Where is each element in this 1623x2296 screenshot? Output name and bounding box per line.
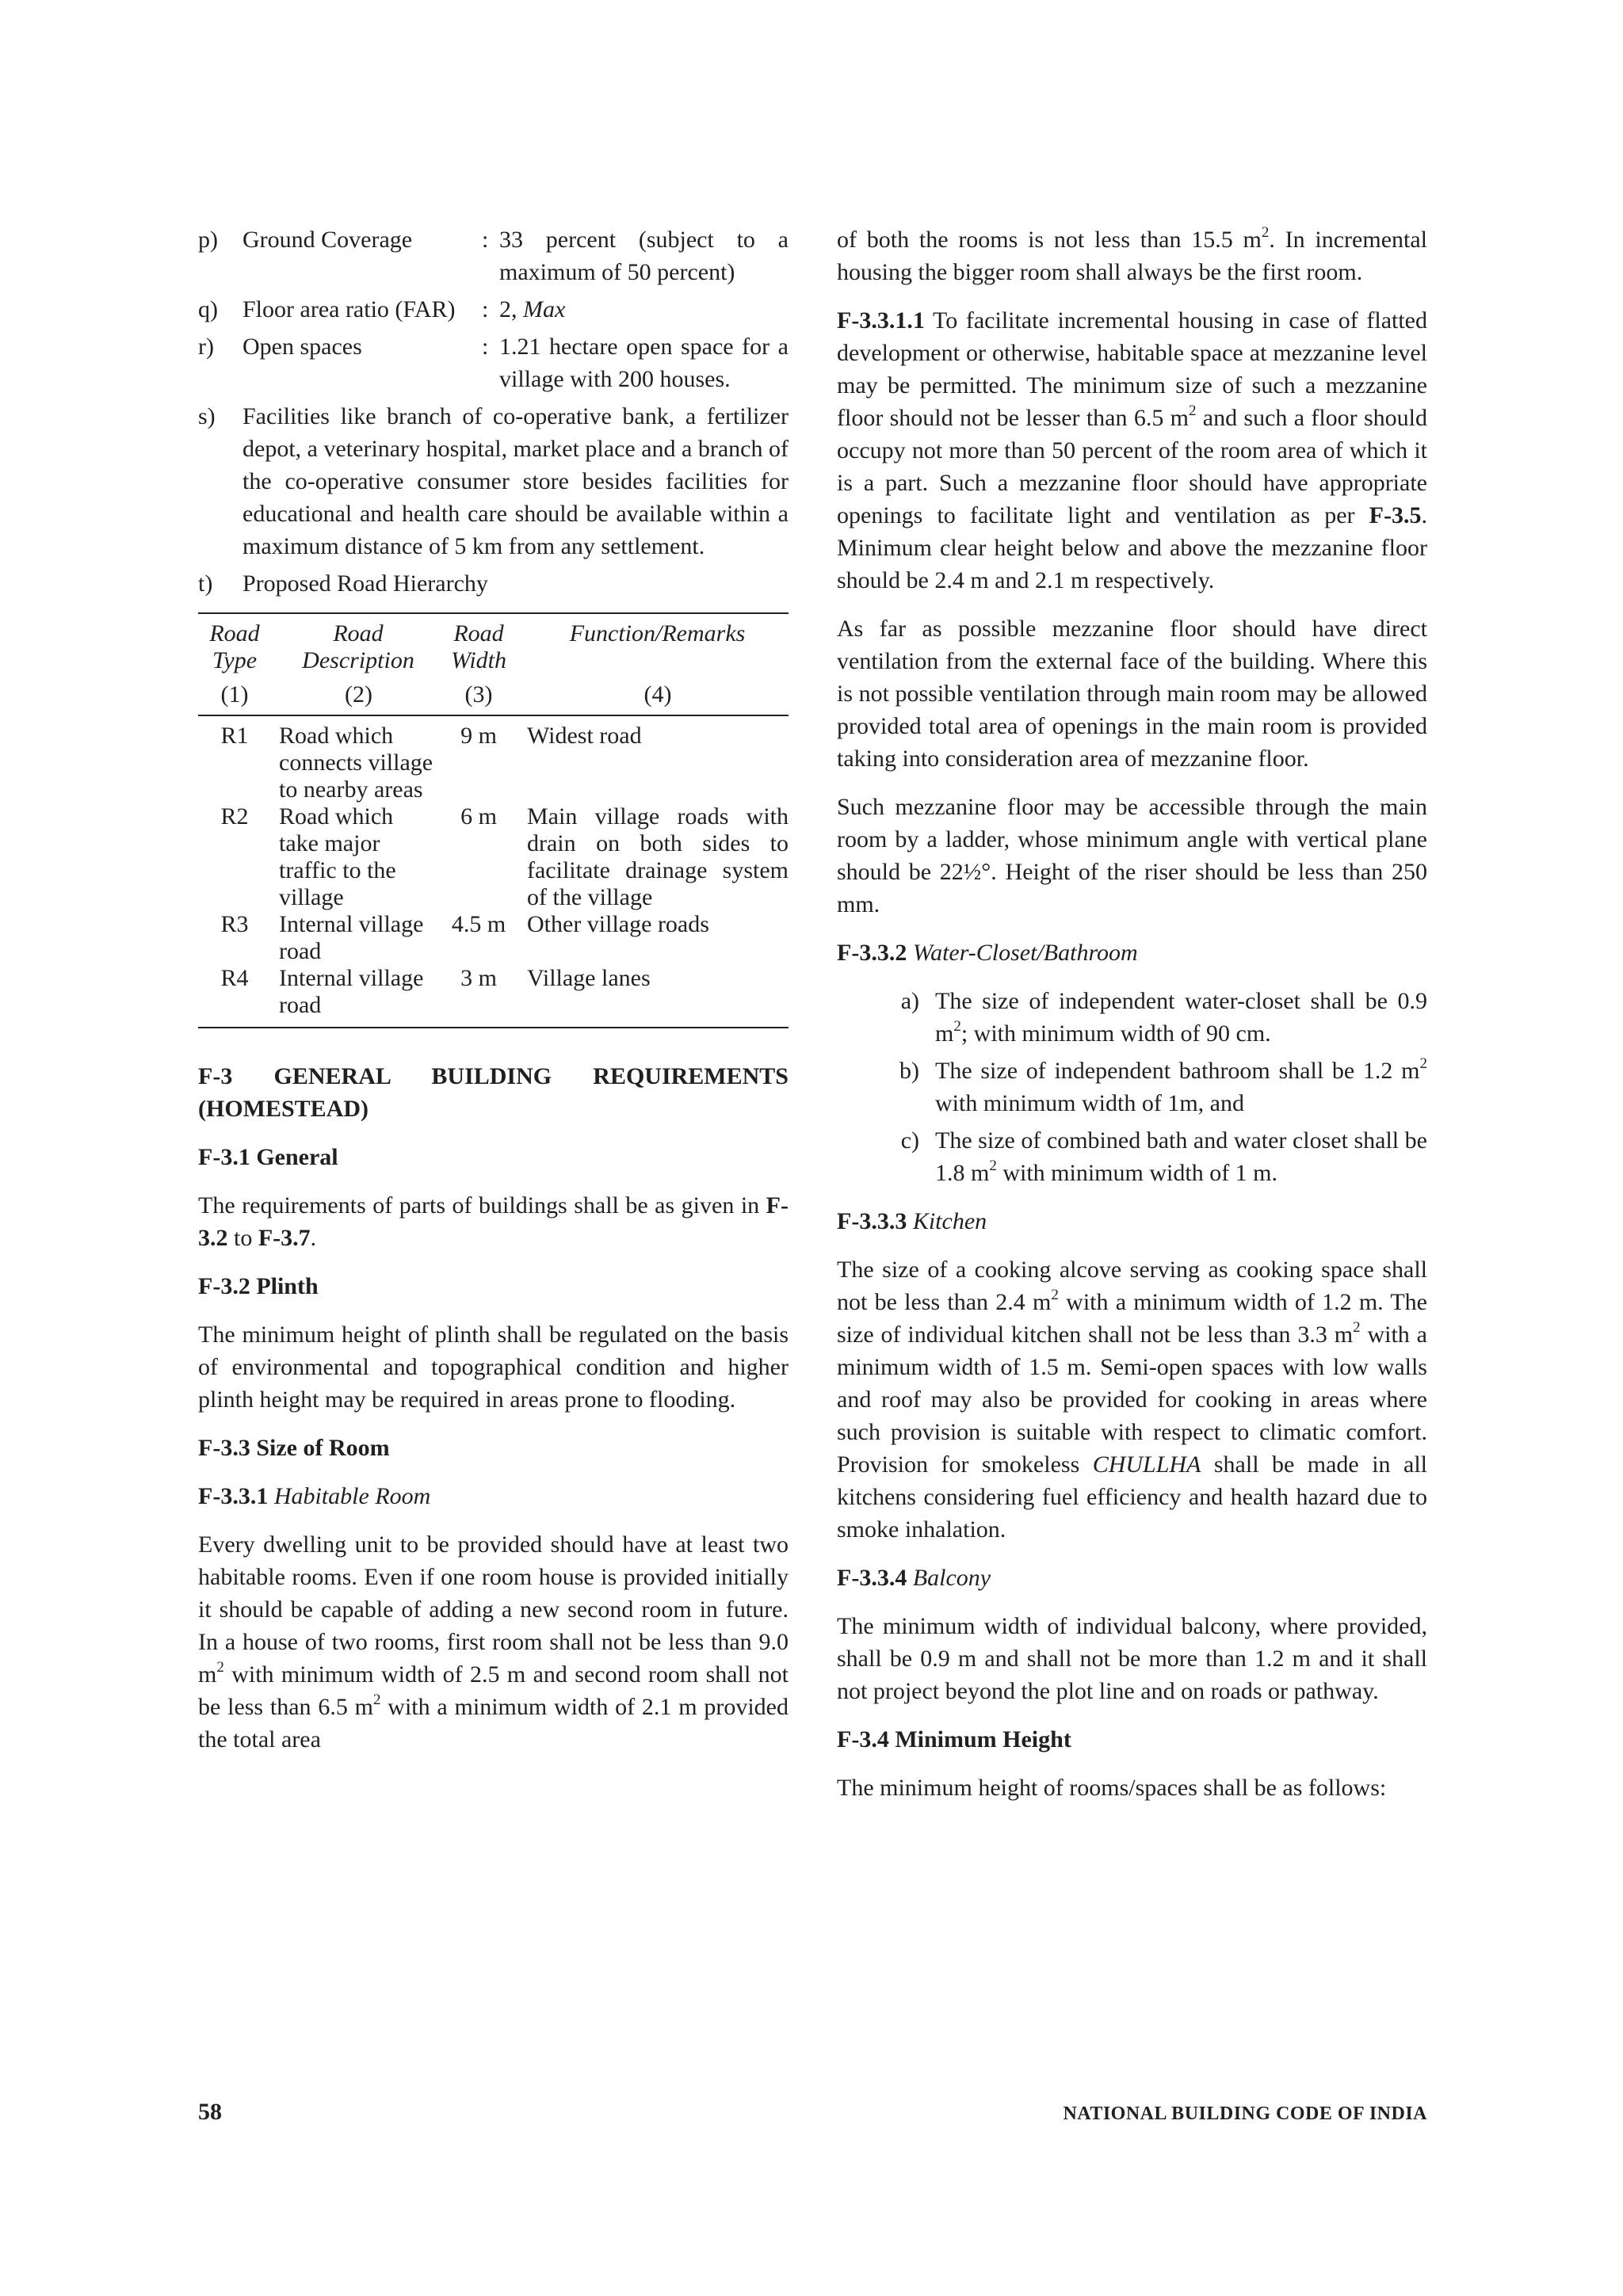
cell-road-type: R3	[220, 911, 249, 937]
subsection-heading-f333	[837, 1205, 1427, 1238]
header-road-description: Road Description	[271, 613, 438, 675]
subsection-heading-f331	[198, 1480, 789, 1512]
colon: :	[482, 227, 489, 253]
text-run: To facilitate incremental housing in case of flatted development or otherwise, habitable space at mezzanine level may be permitted. The minimum size of such a mezzanine floor should not be lesser than 6.5 m	[837, 307, 1427, 431]
cell-road-width: 3 m	[438, 965, 519, 1028]
text-run: . Minimum clear height below and above the mezzanine floor should be 2.4 m and 2.1 m respectively.	[837, 502, 1427, 593]
cell-road-type: R4	[198, 965, 271, 1028]
road-hierarchy-table	[198, 612, 789, 1028]
text-run: The size of combined bath and water closet shall be 1.8 m	[935, 1127, 1427, 1186]
paragraph-f331	[198, 1528, 789, 1756]
superscript: 2	[216, 1659, 224, 1676]
list-item	[198, 567, 789, 600]
cell-road-description: Road which take major traffic to the village	[279, 803, 396, 910]
paragraph-continuation	[837, 223, 1427, 288]
superscript: 2	[372, 1691, 381, 1708]
running-footer-title: NATIONAL BUILDING CODE OF INDIA	[1063, 2103, 1427, 2124]
clause-number: F-3.3.4	[837, 1565, 907, 1591]
italic-term: CHULLHA	[1092, 1451, 1201, 1478]
superscript: 2	[1188, 402, 1197, 419]
left-column	[198, 223, 789, 1772]
table-header-row	[198, 613, 789, 675]
superscript: 2	[1051, 1287, 1059, 1303]
column-number: (1)	[198, 675, 271, 715]
superscript: 2	[1419, 1055, 1427, 1072]
section-heading-f32: F-3.2 Plinth	[198, 1273, 319, 1299]
item-label: q)	[198, 296, 218, 322]
item-text	[935, 1055, 1427, 1119]
subsection-heading-f334	[837, 1562, 1427, 1594]
colon: :	[482, 296, 489, 322]
value-text: 2,	[499, 296, 523, 322]
cell-function-remarks: Village lanes	[519, 965, 789, 1028]
clause-title: Habitable Room	[273, 1483, 431, 1509]
list-item	[198, 223, 789, 288]
text-run: .	[310, 1225, 317, 1251]
column-number: (2)	[271, 675, 438, 715]
text-run: with minimum width of 2.5 m and second room shall not be less than 6.5 m	[198, 1661, 789, 1720]
text-run: to	[227, 1225, 258, 1251]
clause-number: F-3.3.1.1	[837, 307, 925, 334]
column-number: (3)	[438, 675, 519, 715]
column-number: (4)	[519, 675, 789, 715]
list-item	[837, 985, 1427, 1050]
cell-road-width: 9 m	[460, 723, 497, 749]
ref-link: F-3.7	[258, 1225, 311, 1251]
item-label: t)	[198, 570, 213, 597]
clause-title: Water-Closet/Bathroom	[912, 940, 1138, 966]
ref-link: F-3.2	[198, 1192, 789, 1251]
text-run: with minimum width of 1m, and	[935, 1090, 1244, 1116]
header-road-width: Road Width	[438, 613, 519, 675]
cell-function-remarks: Main village roads with drain on both sides to facilitate drainage system of the village	[527, 803, 789, 910]
text-run: shall be made in all kitchens considering fuel efficiency and health hazard due to smoke inhalation.	[837, 1451, 1427, 1543]
item-value: 33 percent (subject to a maximum of 50 percent)	[499, 227, 789, 285]
text-run: The requirements of parts of buildings shall be as given in	[198, 1192, 766, 1219]
cell-road-description: Internal village road	[271, 965, 438, 1028]
paragraph-f3311	[837, 304, 1427, 597]
superscript: 2	[1261, 224, 1270, 241]
text-run: . In incremental housing the bigger room shall always be the first room.	[837, 227, 1427, 285]
text-run: The size of independent water-closet shall be 0.9 m	[935, 988, 1427, 1047]
header-function-remarks: Function/Remarks	[519, 613, 789, 675]
item-label: c)	[900, 1127, 919, 1154]
section-heading-f34: F-3.4 Minimum Height	[837, 1726, 1071, 1753]
ref-link: F-3.5	[1369, 502, 1422, 528]
paragraph-f31	[198, 1189, 789, 1254]
page-number: 58	[198, 2099, 222, 2125]
paragraph-f333	[837, 1253, 1427, 1546]
text-run: ; with minimum width of 90 cm.	[960, 1020, 1271, 1047]
paragraph-f34: The minimum height of rooms/spaces shall be as follows:	[837, 1775, 1387, 1801]
cell-function-remarks: Widest road	[527, 723, 642, 749]
cell-function-remarks: Other village roads	[527, 911, 709, 937]
paragraph-mezzanine-ventilation: As far as possible mezzanine floor should have direct ventilation from the external face of the building. Where this is not possible ventilation through main room may be allowed provided total area of openings in the main room is provided taking into consideration area of mezzanine floor.	[837, 616, 1427, 772]
item-key: Floor area ratio (FAR)	[242, 296, 456, 322]
header-road-type: Road Type	[198, 613, 271, 675]
item-text	[935, 1124, 1427, 1189]
clause-number: F-3.3.2	[837, 940, 907, 966]
cell-road-width: 6 m	[460, 803, 497, 830]
item-text	[935, 985, 1427, 1050]
paragraph-f334: The minimum width of individual balcony, where provided, shall be 0.9 m and shall not be more than 1.2 m and it shall not project beyond the plot line and on roads or pathway.	[837, 1613, 1427, 1704]
colon: :	[482, 334, 489, 360]
clause-number: F-3.3.1	[198, 1483, 269, 1509]
clause-title: Kitchen	[912, 1208, 987, 1234]
cell-road-width: 4.5 m	[451, 911, 506, 937]
list-item	[837, 1124, 1427, 1189]
cell-road-type: R2	[220, 803, 249, 830]
item-label: s)	[198, 403, 216, 429]
cell-road-type: R1	[220, 723, 249, 749]
item-value	[499, 293, 789, 326]
subsection-heading-f332	[837, 936, 1427, 969]
section-heading-f31: F-3.1 General	[198, 1144, 338, 1170]
text-run: with a minimum width of 1.5 m. Semi-open spaces with low walls and roof may also be provided for cooking in areas where such provision is suitable with respect to climatic comfort. Provision for smokeless	[837, 1322, 1427, 1478]
table-row	[198, 715, 789, 803]
superscript: 2	[953, 1018, 961, 1035]
list-item	[198, 293, 789, 326]
item-key: Ground Coverage	[242, 227, 413, 253]
item-label: b)	[899, 1058, 919, 1084]
text-run: of both the rooms is not less than 15.5 m	[837, 227, 1262, 253]
item-value: 1.21 hectare open space for a village with 200 houses.	[499, 334, 789, 392]
item-label: a)	[900, 988, 919, 1014]
cell-road-description: Road which connects village to nearby areas	[279, 723, 433, 803]
item-label: r)	[198, 334, 214, 360]
clause-number: F-3.3.3	[837, 1208, 907, 1234]
text-run: and such a floor should occupy not more than 50 percent of the room area of which it is a part. Such a mezzanine floor should have appropriate openings to facilitate light and ventilation as per	[837, 405, 1427, 528]
text-run: The size of a cooking alcove serving as cooking space shall not be less than 2.4 m	[837, 1257, 1427, 1315]
table-row	[198, 965, 789, 1028]
table-row	[198, 803, 789, 911]
paragraph-mezzanine-access: Such mezzanine floor may be accessible through the main room by a ladder, whose minimum angle with vertical plane should be 22½°. Height of the riser should be less than 250 mm.	[837, 794, 1427, 917]
superscript: 2	[1353, 1319, 1361, 1336]
list-item	[837, 1055, 1427, 1119]
text-run: with a minimum width of 2.1 m provided the total area	[198, 1694, 789, 1753]
item-text: Facilities like branch of co-operative bank, a fertilizer depot, a veterinary hospital, market place and a branch of the co-operative consumer store besides facilities for educational and health care should be available within a maximum distance of 5 km from any settlement.	[242, 403, 789, 559]
item-text: Proposed Road Hierarchy	[242, 570, 488, 597]
text-run: Every dwelling unit to be provided should have at least two habitable rooms. Even if one room house is provided initially it should be capable of adding a new second room in future. In a house of two rooms, first room shall not be less than 9.0 m	[198, 1531, 789, 1688]
text-run: with minimum width of 1 m.	[996, 1160, 1278, 1186]
table-number-row	[198, 675, 789, 715]
list-item	[198, 400, 789, 563]
clause-title: Balcony	[912, 1565, 991, 1591]
text-run: with a minimum width of 1.2 m. The size of individual kitchen shall not be less than 3.3 m	[837, 1289, 1427, 1348]
value-italic: Max	[523, 296, 566, 322]
paragraph-f32: The minimum height of plinth shall be regulated on the basis of environmental and topographical condition and higher plinth height may be required in areas prone to flooding.	[198, 1322, 789, 1413]
table-row	[198, 911, 789, 965]
wc-bathroom-list	[837, 985, 1427, 1189]
text-run: The size of independent bathroom shall be 1.2 m	[935, 1058, 1420, 1084]
item-key: Open spaces	[242, 334, 362, 360]
list-item	[198, 330, 789, 395]
right-column	[837, 223, 1427, 1820]
section-heading-f3: F-3 GENERAL BUILDING REQUIREMENTS (HOMESTEAD)	[198, 1063, 789, 1122]
section-heading-f33: F-3.3 Size of Room	[198, 1435, 390, 1461]
superscript: 2	[989, 1158, 997, 1174]
cell-road-description: Internal village road	[279, 911, 424, 964]
item-label: p)	[198, 227, 218, 253]
planning-norms-list	[198, 223, 789, 600]
